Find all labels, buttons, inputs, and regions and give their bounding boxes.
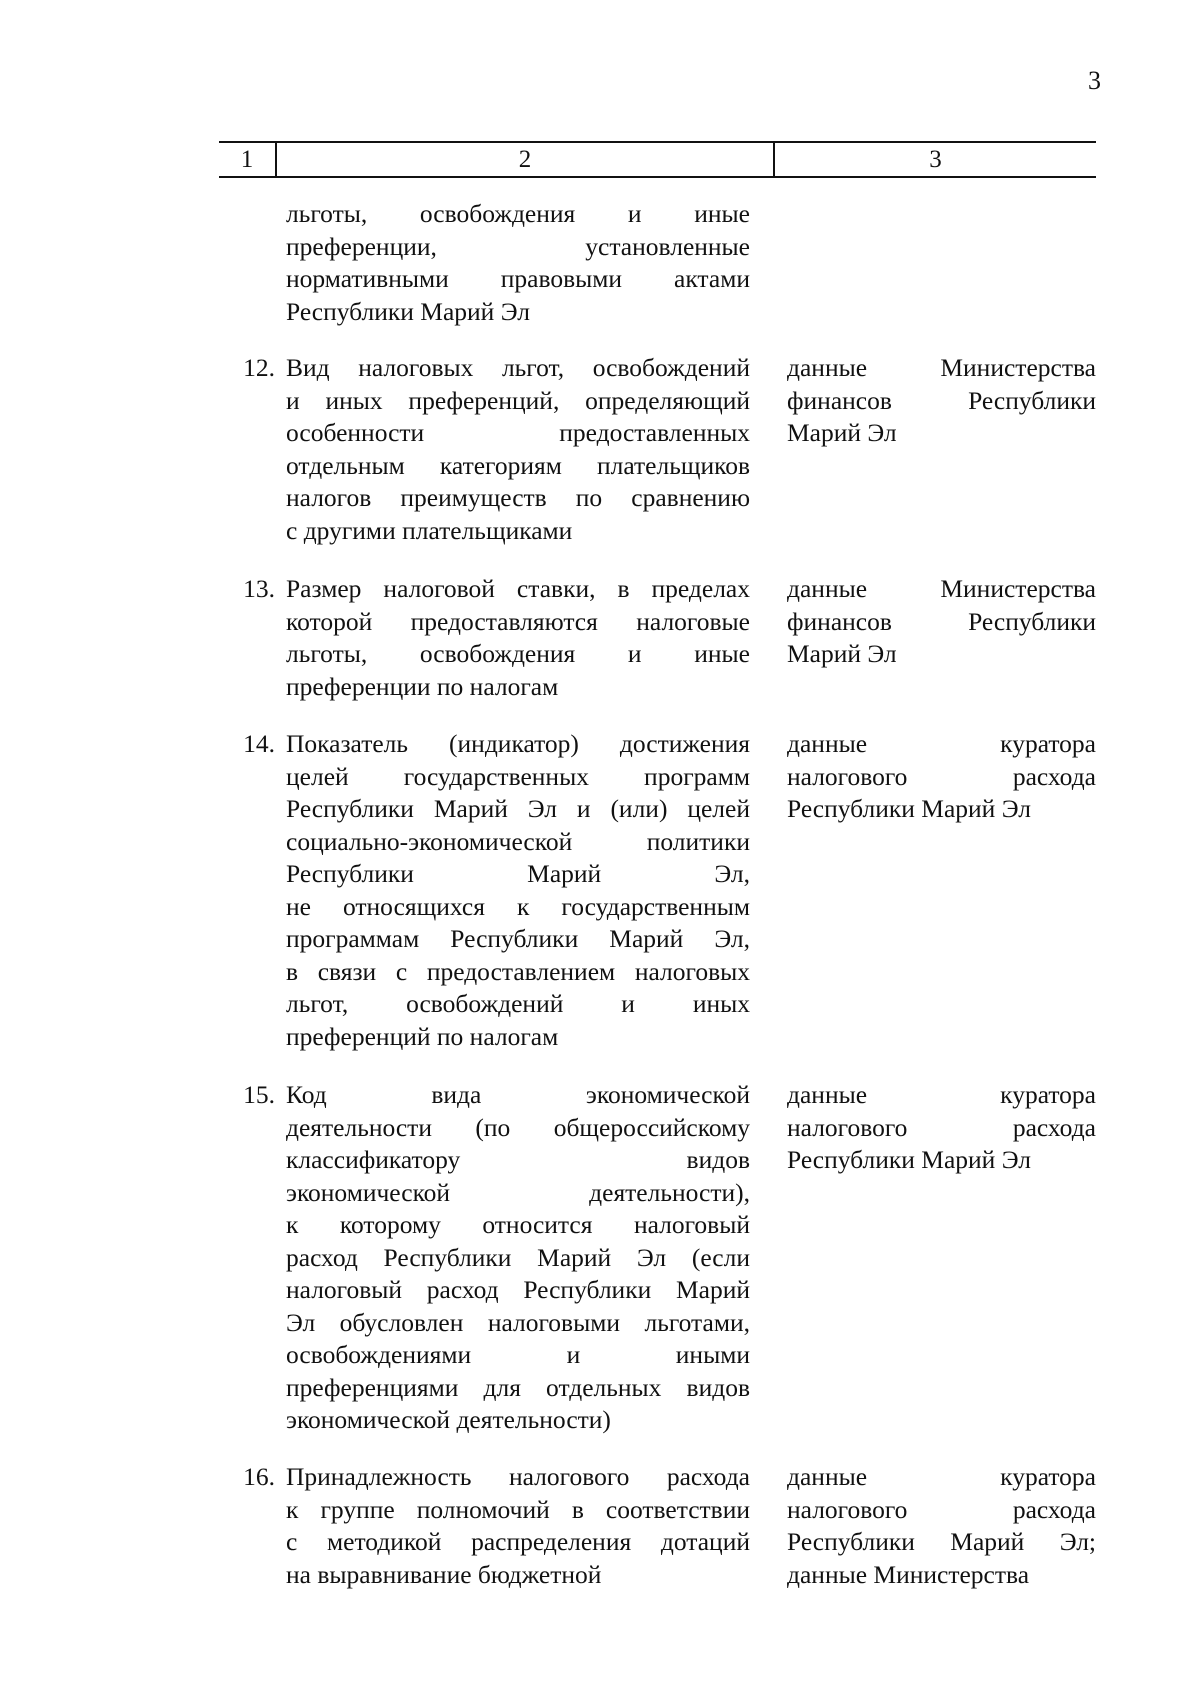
row-description <box>286 352 750 547</box>
row-description <box>286 1079 750 1437</box>
text-line: особенности предоставленных <box>286 418 750 447</box>
text-line: классификатору видов <box>286 1145 750 1174</box>
text-line: данные Министерства <box>787 353 1096 382</box>
row-number: 15. <box>243 1080 275 1109</box>
row-source <box>787 573 1096 671</box>
text-line: Размер налоговой ставки, в пределах <box>286 574 750 603</box>
text-line: данные Министерства <box>787 1559 1030 1589</box>
row-source <box>787 1079 1096 1177</box>
text-line: Эл обусловлен налоговыми льготами, <box>286 1307 750 1337</box>
text-line: Республики Марий Эл <box>286 296 530 326</box>
continuation-description <box>286 198 750 328</box>
text-line: данные куратора <box>787 1462 1096 1491</box>
header-bottom-rule <box>219 176 1096 178</box>
text-line: не относящихся к государственным <box>286 891 750 921</box>
text-line: расход Республики Марий Эл (если <box>286 1242 750 1272</box>
text-line: данные куратора <box>787 1080 1096 1109</box>
text-line: с методикой распределения дотаций <box>286 1527 750 1556</box>
text-line: Вид налоговых льгот, освобождений <box>286 353 750 382</box>
text-line: преференции по налогам <box>286 671 559 701</box>
text-line: Код вида экономической <box>286 1080 750 1109</box>
text-line: преференции, установленные <box>286 231 750 261</box>
text-line: деятельности (по общероссийскому <box>286 1112 750 1142</box>
row-description <box>286 573 750 703</box>
text-line: которой предоставляются налоговые <box>286 606 750 636</box>
text-line: Республики Марий Эл <box>787 1145 1031 1174</box>
text-line: финансов Республики <box>787 606 1096 636</box>
text-line: налогового расхода <box>787 1494 1096 1524</box>
text-line: социально-экономической политики <box>286 826 750 856</box>
text-line: экономической деятельности), <box>286 1177 750 1207</box>
header-cell-1: 1 <box>240 146 254 173</box>
row-source <box>787 1461 1096 1591</box>
text-line: Республики Марий Эл и (или) целей <box>286 794 750 823</box>
text-line: и иных преференций, определяющий <box>286 385 750 415</box>
text-line: к группе полномочий в соответствии <box>286 1494 750 1524</box>
header-cell-3: 3 <box>929 146 942 173</box>
page-number: 3 <box>1088 66 1101 95</box>
row-description <box>286 728 750 1053</box>
text-line: отдельным категориям плательщиков <box>286 450 750 480</box>
row-source <box>787 728 1096 826</box>
text-line: нормативными правовыми актами <box>286 264 750 293</box>
text-line: льготы, освобождения и иные <box>286 639 750 668</box>
text-line: данные Министерства <box>787 574 1096 603</box>
text-line: данные куратора <box>787 729 1096 758</box>
text-line: преференций по налогам <box>286 1021 559 1051</box>
text-line: Марий Эл <box>787 639 897 668</box>
row-number: 16. <box>243 1462 275 1491</box>
text-line: освобождениями и иными <box>286 1340 750 1369</box>
text-line: в связи с предоставлением налоговых <box>286 956 750 986</box>
row-number: 13. <box>243 574 275 603</box>
row-number: 14. <box>243 729 275 758</box>
text-line: на выравнивание бюджетной <box>286 1559 602 1589</box>
text-line: налогового расхода <box>787 1112 1096 1142</box>
text-line: с другими плательщиками <box>286 515 573 545</box>
text-line: программам Республики Марий Эл, <box>286 924 750 953</box>
text-line: Республики Марий Эл <box>787 794 1031 823</box>
text-line: Республики Марий Эл; <box>787 1527 1096 1556</box>
text-line: налогов преимуществ по сравнению <box>286 483 750 512</box>
row-number: 12. <box>243 353 275 382</box>
text-line: Показатель (индикатор) достижения <box>286 729 750 758</box>
text-line: Марий Эл <box>787 418 897 447</box>
header-top-rule <box>219 141 1096 143</box>
text-line: преференциями для отдельных видов <box>286 1372 750 1402</box>
text-line: налоговый расход Республики Марий <box>286 1275 750 1304</box>
text-line: целей государственных программ <box>286 761 750 791</box>
text-line: льгот, освобождений и иных <box>286 989 750 1018</box>
header-cell-2: 2 <box>518 146 532 173</box>
text-line: льготы, освобождения и иные <box>286 199 750 228</box>
row-description <box>286 1461 750 1591</box>
text-line: финансов Республики <box>787 385 1096 415</box>
text-line: Принадлежность налогового расхода <box>286 1462 750 1491</box>
row-source <box>787 352 1096 450</box>
text-line: налогового расхода <box>787 761 1096 791</box>
text-line: Республики Марий Эл, <box>286 859 750 888</box>
text-line: экономической деятельности) <box>286 1405 611 1434</box>
text-line: к которому относится налоговый <box>286 1210 750 1239</box>
